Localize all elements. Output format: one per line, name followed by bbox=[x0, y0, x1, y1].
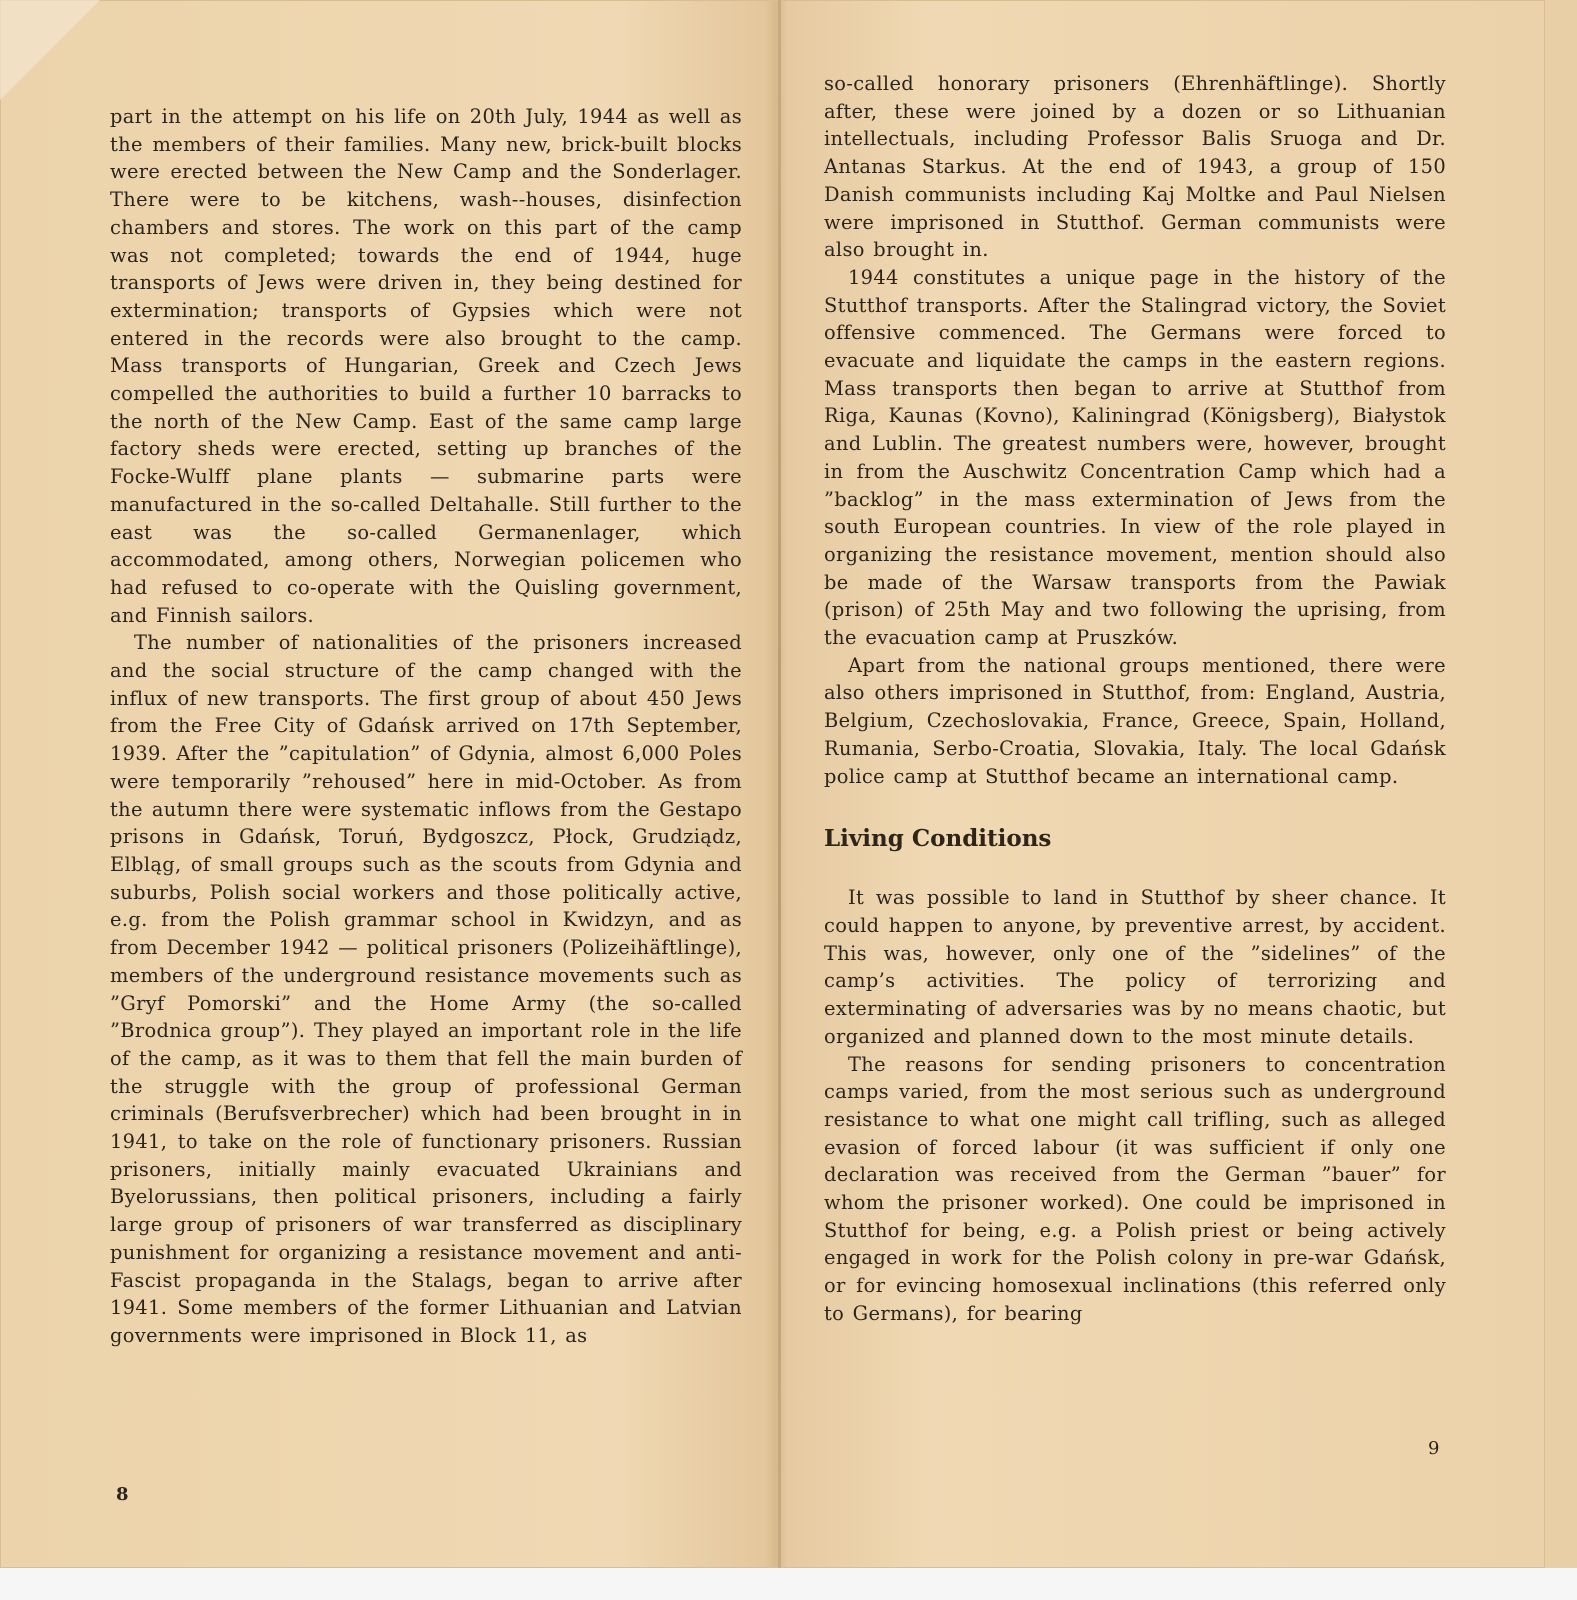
left-paragraph-1: part in the attempt on his life on 20th July, 1944 as well as the members of their families. Many new, brick-built blocks were erected between the New Camp and the Sonderlager. There were to be kitchens, wash--houses, disinfection chambers and stores. The work on this part of the camp was not completed; towards the end of 1944, huge transports of Jews were driven in, they being destined for extermination; transports of Gypsies which were not entered in the records were also brought to the camp. Mass transports of Hungarian, Greek and Czech Jews compelled the authorities to build a further 10 barracks to the north of the New Camp. East of the same camp large factory sheds were erected, setting up branches of the Focke-Wulff plane plants — submarine parts were manufactured in the so-called Deltahalle. Still further to the east was the so-called Germanenlager, which accommodated, among others, Norwegian policemen who had refused to co-operate with the Quisling government, and Finnish sailors. bbox=[110, 105, 742, 627]
right-page bbox=[824, 70, 1446, 1328]
left-paragraph-2: The number of nationalities of the prisoners increased and the social structure of the camp changed with the influx of new transports. The first group of about 450 Jews from the Free City of Gdańsk arrived on 17th September, 1939. After the ”capitulation” of Gdynia, almost 6,000 Poles were temporarily ”rehoused” here in mid-October. As from the autumn there were systematic inflows from the Gestapo prisons in Gdańsk, Toruń, Bydgoszcz, Płock, Grudziądz, Elbląg, of small groups such as the scouts from Gdynia and suburbs, Polish social workers and those politically active, e.g. from the Polish grammar school in Kwidzyn, and as from December 1942 — political prisoners (Polizeihäftlinge), members of the underground resistance movements such as ”Gryf Pomorski” and the Home Army (the so-called ”Brodnica group”). They played an important role in the life of the camp, as it was to them that fell the main burden of the struggle with the group of professional German criminals (Berufsverbrecher) which had been brought in in 1941, to take on the role of functionary prisoners. Russian prisoners, initially mainly evacuated Ukrainians and Byelorussians, then political prisoners, including a fairly large group of prisoners of war transferred as disciplinary punishment for organizing a resistance movement and anti-Fascist propaganda in the Stalags, began to arrive after 1941. Some members of the former Lithuanian and Latvian governments were imprisoned in Block 11, as bbox=[110, 631, 742, 1347]
section-heading: Living Conditions bbox=[824, 825, 1052, 853]
right-paragraph-5: The reasons for sending prisoners to concentration camps varied, from the most serious such as underground resistance to what one might call trifling, such as alleged evasion of forced labour (it was sufficient if only one declaration was received from the German ”bauer” for whom the prisoner worked). One could be imprisoned in Stutthof for being, e.g. a Polish priest or being actively engaged in work for the Polish colony in pre-war Gdańsk, or for evincing homosexual inclinations (this referred only to Germans), for bearing bbox=[824, 1052, 1446, 1325]
book-gutter bbox=[778, 0, 781, 1568]
scan-bottom-margin bbox=[0, 1568, 1577, 1600]
folded-corner bbox=[0, 0, 100, 100]
right-paragraph-1: so-called honorary prisoners (Ehrenhäftlinge). Shortly after, these were joined by a dozen or so Lithuanian intellectuals, including Professor Balis Sruoga and Dr. Antanas Starkus. At the end of 1943, a group of 150 Danish communists including Kaj Moltke and Paul Nielsen were imprisoned in Stutthof. German communists were also brought in. bbox=[824, 72, 1446, 262]
left-page bbox=[110, 103, 742, 1350]
left-page-number: 8 bbox=[116, 1484, 129, 1505]
right-paragraph-4: It was possible to land in Stutthof by sheer chance. It could happen to anyone, by preventive arrest, by accident. This was, however, only one of the ”sidelines” of the camp’s activities. The policy of terrorizing and exterminating of adversaries was by no means chaotic, but organized and planned down to the most minute details. bbox=[824, 886, 1446, 1048]
right-paragraph-3: Apart from the national groups mentioned, there were also others imprisoned in Stutthof, from: England, Austria, Belgium, Czechoslovakia, France, Greece, Spain, Holland, Rumania, Serbo-Croatia, Slovakia, Italy. The local Gdańsk police camp at Stutthof became an international camp. bbox=[824, 653, 1446, 788]
right-page-number: 9 bbox=[1428, 1438, 1440, 1459]
right-paragraph-2: 1944 constitutes a unique page in the history of the Stutthof transports. After the Stalingrad victory, the Soviet offensive commenced. The Germans were forced to evacuate and liquidate the camps in the eastern regions. Mass transports then began to arrive at Stutthof from Riga, Kaunas (Kovno), Kaliningrad (Königsberg), Białystok and Lublin. The greatest numbers were, however, brought in from the Auschwitz Concentration Camp which had a ”backlog” in the mass extermination of Jews from the south European countries. In view of the role played in organizing the resistance movement, mention should also be made of the Warsaw transports from the Pawiak (prison) of 25th May and two following the uprising, from the evacuation camp at Pruszków. bbox=[824, 265, 1446, 650]
